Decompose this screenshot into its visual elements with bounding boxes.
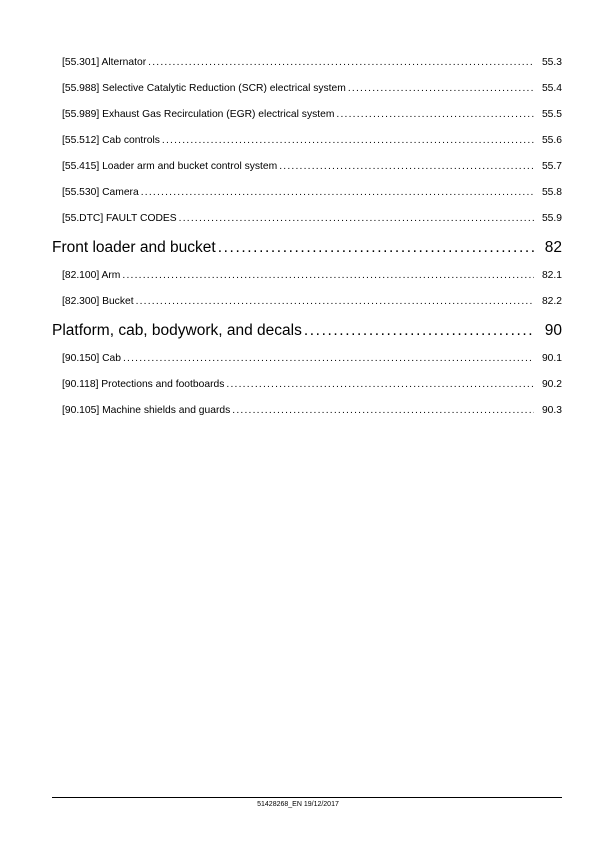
toc-entry-label: [55.530] Camera (62, 187, 139, 198)
toc-entry-page: 55.8 (541, 187, 562, 198)
toc-section-page: 90 (544, 322, 562, 339)
toc-entry-label: [90.150] Cab (62, 353, 121, 364)
table-of-contents (52, 50, 562, 424)
toc-entry-label: [55.DTC] FAULT CODES (62, 213, 177, 224)
toc-entry[interactable] (52, 398, 562, 424)
dot-leader (336, 102, 534, 128)
toc-entry-label: [82.300] Bucket (62, 296, 134, 307)
dot-leader (226, 372, 534, 398)
toc-entry-page: 90.2 (541, 379, 562, 390)
toc-entry-page: 55.5 (541, 109, 562, 120)
dot-leader (136, 289, 534, 315)
toc-section-heading[interactable] (52, 233, 562, 263)
toc-entry-page: 55.6 (541, 135, 562, 146)
toc-entry[interactable] (52, 50, 562, 76)
dot-leader (179, 206, 534, 232)
toc-entry-label: [55.988] Selective Catalytic Reduction (SCR) electrical system (62, 83, 346, 94)
toc-entry-page: 90.1 (541, 353, 562, 364)
dot-leader (218, 233, 534, 263)
toc-entry-label: [90.105] Machine shields and guards (62, 405, 231, 416)
dot-leader (123, 346, 534, 372)
toc-entry-page: 90.3 (541, 405, 562, 416)
toc-entry[interactable] (52, 372, 562, 398)
toc-section-label: Front loader and bucket (52, 239, 216, 256)
toc-entry[interactable] (52, 346, 562, 372)
dot-leader (122, 263, 534, 289)
toc-section-page: 82 (544, 239, 562, 256)
toc-entry-label: [55.989] Exhaust Gas Recirculation (EGR) electrical system (62, 109, 335, 120)
footer-document-id: 51428268_EN 19/12/2017 (257, 801, 339, 808)
dot-leader (304, 316, 534, 346)
toc-entry[interactable] (52, 154, 562, 180)
toc-entry[interactable] (52, 263, 562, 289)
toc-entry[interactable] (52, 128, 562, 154)
footer-divider (52, 797, 562, 798)
toc-entry-page: 82.1 (541, 270, 562, 281)
toc-entry-label: [55.512] Cab controls (62, 135, 160, 146)
toc-entry-page: 82.2 (541, 296, 562, 307)
dot-leader (279, 154, 534, 180)
toc-entry[interactable] (52, 206, 562, 232)
dot-leader (141, 180, 534, 206)
toc-entry-page: 55.7 (541, 161, 562, 172)
toc-entry-label: [55.301] Alternator (62, 57, 147, 68)
toc-section-label: Platform, cab, bodywork, and decals (52, 322, 302, 339)
dot-leader (148, 50, 534, 76)
toc-entry[interactable] (52, 289, 562, 315)
toc-section-heading[interactable] (52, 316, 562, 346)
toc-entry-page: 55.4 (541, 83, 562, 94)
toc-entry[interactable] (52, 102, 562, 128)
toc-entry-page: 55.9 (541, 213, 562, 224)
toc-entry-label: [55.415] Loader arm and bucket control system (62, 161, 278, 172)
dot-leader (348, 76, 534, 102)
dot-leader (232, 398, 534, 424)
toc-entry-label: [90.118] Protections and footboards (62, 379, 225, 390)
toc-entry-page: 55.3 (541, 57, 562, 68)
toc-entry[interactable] (52, 180, 562, 206)
toc-entry[interactable] (52, 76, 562, 102)
dot-leader (162, 128, 534, 154)
toc-entry-label: [82.100] Arm (62, 270, 121, 281)
